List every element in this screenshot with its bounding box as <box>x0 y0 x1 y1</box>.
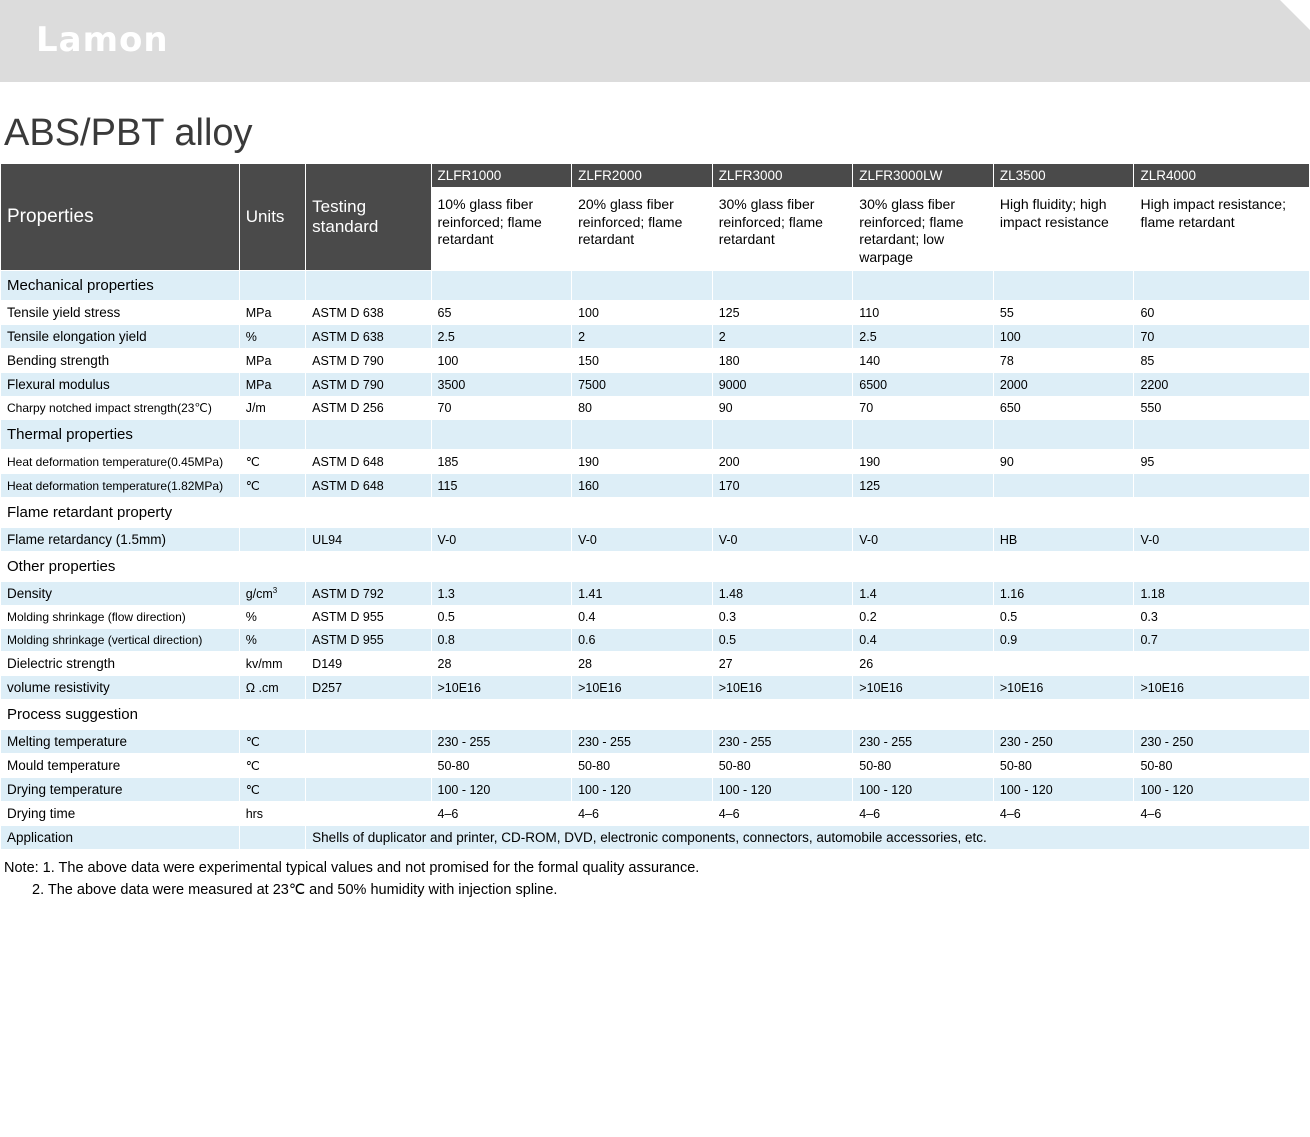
row-standard: ASTM D 790 <box>306 349 431 373</box>
table-row <box>1 730 1310 754</box>
table-row <box>1 652 1310 676</box>
row-value-4: 0.9 <box>993 629 1134 652</box>
row-value-1: 0.4 <box>572 606 713 629</box>
header-band <box>0 0 1310 82</box>
grade-description-5: High impact resistance; flame retardant <box>1134 188 1310 271</box>
row-property: Molding shrinkage (flow direction) <box>1 606 240 629</box>
row-value-2: 4–6 <box>712 802 853 826</box>
row-value-2: 125 <box>712 301 853 325</box>
row-value-1 <box>572 552 713 582</box>
row-value-2 <box>712 271 853 301</box>
row-value-1: 50-80 <box>572 754 713 778</box>
row-standard <box>306 498 431 528</box>
table-header-row <box>1 164 1310 188</box>
row-value-3: 125 <box>853 474 994 498</box>
row-unit: MPa <box>239 349 305 373</box>
row-value-3: V-0 <box>853 528 994 552</box>
row-value-2: 200 <box>712 450 853 474</box>
header-grade-0: ZLFR1000 <box>431 164 572 188</box>
application-label: Application <box>1 826 240 850</box>
row-property: Dielectric strength <box>1 652 240 676</box>
table-section-row <box>1 498 1310 528</box>
row-standard: ASTM D 638 <box>306 301 431 325</box>
row-value-5: 4–6 <box>1134 802 1310 826</box>
table-row <box>1 528 1310 552</box>
row-standard <box>306 700 431 730</box>
row-value-0 <box>431 552 572 582</box>
row-value-3: 0.4 <box>853 629 994 652</box>
row-value-1: 28 <box>572 652 713 676</box>
row-value-0: 4–6 <box>431 802 572 826</box>
row-value-4: 90 <box>993 450 1134 474</box>
row-standard <box>306 552 431 582</box>
table-row <box>1 582 1310 606</box>
page-title: ABS/PBT alloy <box>4 112 253 154</box>
row-value-5: 1.18 <box>1134 582 1310 606</box>
row-value-0: 70 <box>431 397 572 420</box>
header-grade-3: ZLFR3000LW <box>853 164 994 188</box>
row-value-3: 230 - 255 <box>853 730 994 754</box>
row-value-1: 190 <box>572 450 713 474</box>
row-value-2: V-0 <box>712 528 853 552</box>
row-property: Mould temperature <box>1 754 240 778</box>
row-property: Drying time <box>1 802 240 826</box>
row-value-5: 70 <box>1134 325 1310 349</box>
row-property: Process suggestion <box>1 700 240 730</box>
row-property: Density <box>1 582 240 606</box>
row-property: Mechanical properties <box>1 271 240 301</box>
header-grade-4: ZL3500 <box>993 164 1134 188</box>
table-section-row <box>1 420 1310 450</box>
row-value-0 <box>431 271 572 301</box>
row-value-5: 100 - 120 <box>1134 778 1310 802</box>
row-value-3 <box>853 498 994 528</box>
header-properties: Properties <box>1 164 240 271</box>
row-value-2: 180 <box>712 349 853 373</box>
row-value-2 <box>712 552 853 582</box>
row-value-1: 2 <box>572 325 713 349</box>
row-value-3 <box>853 552 994 582</box>
note-line-1: Note: 1. The above data were experimental typical values and not promised for the formal quality assurance. <box>4 860 700 877</box>
header-grade-2: ZLFR3000 <box>712 164 853 188</box>
row-value-3: 110 <box>853 301 994 325</box>
row-unit: MPa <box>239 373 305 397</box>
grade-description-2: 30% glass fiber reinforced; flame retardant <box>712 188 853 271</box>
table-row <box>1 474 1310 498</box>
row-value-3: 1.4 <box>853 582 994 606</box>
row-value-0: 28 <box>431 652 572 676</box>
application-value: Shells of duplicator and printer, CD-ROM, DVD, electronic components, connectors, automobile accessories, etc. <box>306 826 1310 850</box>
row-standard <box>306 420 431 450</box>
row-value-3: 100 - 120 <box>853 778 994 802</box>
row-standard <box>306 802 431 826</box>
row-value-3: >10E16 <box>853 676 994 700</box>
row-value-2: 27 <box>712 652 853 676</box>
row-value-5: >10E16 <box>1134 676 1310 700</box>
row-value-1 <box>572 420 713 450</box>
row-value-4 <box>993 498 1134 528</box>
table-row <box>1 397 1310 420</box>
row-value-2: 9000 <box>712 373 853 397</box>
row-value-5: 0.3 <box>1134 606 1310 629</box>
row-value-3: 26 <box>853 652 994 676</box>
row-value-4: 650 <box>993 397 1134 420</box>
row-value-4: 50-80 <box>993 754 1134 778</box>
row-value-5: 230 - 250 <box>1134 730 1310 754</box>
row-property: Other properties <box>1 552 240 582</box>
row-property: Drying temperature <box>1 778 240 802</box>
row-value-2 <box>712 700 853 730</box>
row-value-0: 0.8 <box>431 629 572 652</box>
table-row <box>1 349 1310 373</box>
row-value-2: 100 - 120 <box>712 778 853 802</box>
row-value-1: 100 <box>572 301 713 325</box>
row-value-4 <box>993 552 1134 582</box>
row-value-5: 95 <box>1134 450 1310 474</box>
table-row <box>1 325 1310 349</box>
row-standard: UL94 <box>306 528 431 552</box>
row-value-4: 1.16 <box>993 582 1134 606</box>
row-value-1: 80 <box>572 397 713 420</box>
row-property: Charpy notched impact strength(23℃) <box>1 397 240 420</box>
table-section-row <box>1 552 1310 582</box>
table-row <box>1 450 1310 474</box>
row-value-3: 70 <box>853 397 994 420</box>
row-value-1 <box>572 498 713 528</box>
header-grade-5: ZLR4000 <box>1134 164 1310 188</box>
note-line-2: 2. The above data were measured at 23℃ and 50% humidity with injection spline. <box>32 881 558 898</box>
row-value-4 <box>993 271 1134 301</box>
row-value-0: 50-80 <box>431 754 572 778</box>
row-value-4: 0.5 <box>993 606 1134 629</box>
row-value-0 <box>431 498 572 528</box>
row-property: Heat deformation temperature(0.45MPa) <box>1 450 240 474</box>
specification-table <box>0 163 1310 850</box>
row-standard: ASTM D 792 <box>306 582 431 606</box>
row-value-1: 230 - 255 <box>572 730 713 754</box>
row-property: Tensile yield stress <box>1 301 240 325</box>
row-standard <box>306 730 431 754</box>
row-property: volume resistivity <box>1 676 240 700</box>
row-value-4: HB <box>993 528 1134 552</box>
application-unit <box>239 826 305 850</box>
application-row <box>1 826 1310 850</box>
row-value-1: 160 <box>572 474 713 498</box>
row-value-0: 3500 <box>431 373 572 397</box>
row-property: Bending strength <box>1 349 240 373</box>
row-value-0: 1.3 <box>431 582 572 606</box>
header-grade-1: ZLFR2000 <box>572 164 713 188</box>
row-value-5 <box>1134 498 1310 528</box>
row-unit <box>239 552 305 582</box>
row-standard: ASTM D 256 <box>306 397 431 420</box>
row-property: Heat deformation temperature(1.82MPa) <box>1 474 240 498</box>
row-value-5 <box>1134 271 1310 301</box>
row-unit <box>239 420 305 450</box>
row-value-4: 4–6 <box>993 802 1134 826</box>
row-value-5 <box>1134 552 1310 582</box>
row-property: Melting temperature <box>1 730 240 754</box>
row-value-4: 100 - 120 <box>993 778 1134 802</box>
row-value-5 <box>1134 700 1310 730</box>
row-value-2: 2 <box>712 325 853 349</box>
row-value-0: V-0 <box>431 528 572 552</box>
row-value-5: 50-80 <box>1134 754 1310 778</box>
row-property: Tensile elongation yield <box>1 325 240 349</box>
row-standard <box>306 778 431 802</box>
row-value-3: 4–6 <box>853 802 994 826</box>
row-standard: D257 <box>306 676 431 700</box>
row-standard: ASTM D 648 <box>306 474 431 498</box>
grade-description-4: High fluidity; high impact resistance <box>993 188 1134 271</box>
row-standard: ASTM D 790 <box>306 373 431 397</box>
row-standard: D149 <box>306 652 431 676</box>
row-standard: ASTM D 955 <box>306 629 431 652</box>
row-unit: ℃ <box>239 778 305 802</box>
table-row <box>1 778 1310 802</box>
table-section-row <box>1 271 1310 301</box>
row-value-5: V-0 <box>1134 528 1310 552</box>
table-row <box>1 802 1310 826</box>
row-unit: kv/mm <box>239 652 305 676</box>
row-value-0: 100 <box>431 349 572 373</box>
row-value-0: 100 - 120 <box>431 778 572 802</box>
row-unit <box>239 271 305 301</box>
row-value-5: 550 <box>1134 397 1310 420</box>
row-unit: ℃ <box>239 754 305 778</box>
row-value-3: 50-80 <box>853 754 994 778</box>
table-row <box>1 629 1310 652</box>
row-unit: % <box>239 606 305 629</box>
row-value-4: 55 <box>993 301 1134 325</box>
row-standard: ASTM D 955 <box>306 606 431 629</box>
row-value-5 <box>1134 474 1310 498</box>
row-value-1: 1.41 <box>572 582 713 606</box>
row-value-1: 0.6 <box>572 629 713 652</box>
row-property: Flame retardancy (1.5mm) <box>1 528 240 552</box>
row-value-0: >10E16 <box>431 676 572 700</box>
row-property: Thermal properties <box>1 420 240 450</box>
row-unit <box>239 528 305 552</box>
corner-fold-decoration <box>1280 0 1310 30</box>
row-value-0: 115 <box>431 474 572 498</box>
row-value-4: 100 <box>993 325 1134 349</box>
row-value-5: 2200 <box>1134 373 1310 397</box>
table-row <box>1 373 1310 397</box>
row-unit: J/m <box>239 397 305 420</box>
row-value-0 <box>431 420 572 450</box>
grade-description-3: 30% glass fiber reinforced; flame retardant; low warpage <box>853 188 994 271</box>
row-value-5: 85 <box>1134 349 1310 373</box>
table-row <box>1 754 1310 778</box>
row-unit: ℃ <box>239 450 305 474</box>
brand-logo: Lamon <box>36 20 169 60</box>
row-value-3 <box>853 271 994 301</box>
row-value-2: 0.3 <box>712 606 853 629</box>
row-value-0: 185 <box>431 450 572 474</box>
row-value-1: 150 <box>572 349 713 373</box>
row-unit: Ω .cm <box>239 676 305 700</box>
row-value-3: 6500 <box>853 373 994 397</box>
row-value-1: >10E16 <box>572 676 713 700</box>
row-value-5: 60 <box>1134 301 1310 325</box>
header-units: Units <box>239 164 305 271</box>
grade-description-1: 20% glass fiber reinforced; flame retardant <box>572 188 713 271</box>
row-value-3: 190 <box>853 450 994 474</box>
row-value-0: 230 - 255 <box>431 730 572 754</box>
row-value-0: 2.5 <box>431 325 572 349</box>
row-value-1: 100 - 120 <box>572 778 713 802</box>
row-value-1: V-0 <box>572 528 713 552</box>
row-value-5 <box>1134 420 1310 450</box>
row-unit: % <box>239 629 305 652</box>
row-value-2: 50-80 <box>712 754 853 778</box>
row-value-2: 230 - 255 <box>712 730 853 754</box>
notes-block <box>4 858 1310 902</box>
row-standard: ASTM D 648 <box>306 450 431 474</box>
row-value-1: 4–6 <box>572 802 713 826</box>
row-unit: $g/cm^3$ <box>239 582 305 606</box>
row-value-0 <box>431 700 572 730</box>
row-value-1: 7500 <box>572 373 713 397</box>
row-value-1 <box>572 271 713 301</box>
row-unit <box>239 700 305 730</box>
row-value-2: 90 <box>712 397 853 420</box>
header-testing-standard: Testing standard <box>306 164 431 271</box>
row-value-4: 230 - 250 <box>993 730 1134 754</box>
row-property: Flexural modulus <box>1 373 240 397</box>
row-value-5: 0.7 <box>1134 629 1310 652</box>
row-value-2: 1.48 <box>712 582 853 606</box>
row-unit: ℃ <box>239 474 305 498</box>
row-value-3 <box>853 700 994 730</box>
row-value-3: 140 <box>853 349 994 373</box>
row-value-3: 0.2 <box>853 606 994 629</box>
table-row <box>1 301 1310 325</box>
row-value-4 <box>993 652 1134 676</box>
row-value-4: >10E16 <box>993 676 1134 700</box>
row-unit: MPa <box>239 301 305 325</box>
row-property: Molding shrinkage (vertical direction) <box>1 629 240 652</box>
row-value-4 <box>993 474 1134 498</box>
row-value-4 <box>993 700 1134 730</box>
row-value-4: 2000 <box>993 373 1134 397</box>
row-unit <box>239 498 305 528</box>
row-value-5 <box>1134 652 1310 676</box>
table-body <box>1 164 1310 850</box>
row-unit: % <box>239 325 305 349</box>
grade-description-0: 10% glass fiber reinforced; flame retardant <box>431 188 572 271</box>
row-standard: ASTM D 638 <box>306 325 431 349</box>
row-value-0: 0.5 <box>431 606 572 629</box>
row-value-2: >10E16 <box>712 676 853 700</box>
row-value-4: 78 <box>993 349 1134 373</box>
row-standard <box>306 754 431 778</box>
table-row <box>1 676 1310 700</box>
row-value-1 <box>572 700 713 730</box>
row-value-3 <box>853 420 994 450</box>
row-unit: ℃ <box>239 730 305 754</box>
row-value-2 <box>712 498 853 528</box>
table-section-row <box>1 700 1310 730</box>
row-value-0: 65 <box>431 301 572 325</box>
row-property: Flame retardant property <box>1 498 240 528</box>
row-value-2: 0.5 <box>712 629 853 652</box>
row-value-3: 2.5 <box>853 325 994 349</box>
table-row <box>1 606 1310 629</box>
row-value-4 <box>993 420 1134 450</box>
row-unit: hrs <box>239 802 305 826</box>
row-standard <box>306 271 431 301</box>
row-value-2 <box>712 420 853 450</box>
row-value-2: 170 <box>712 474 853 498</box>
